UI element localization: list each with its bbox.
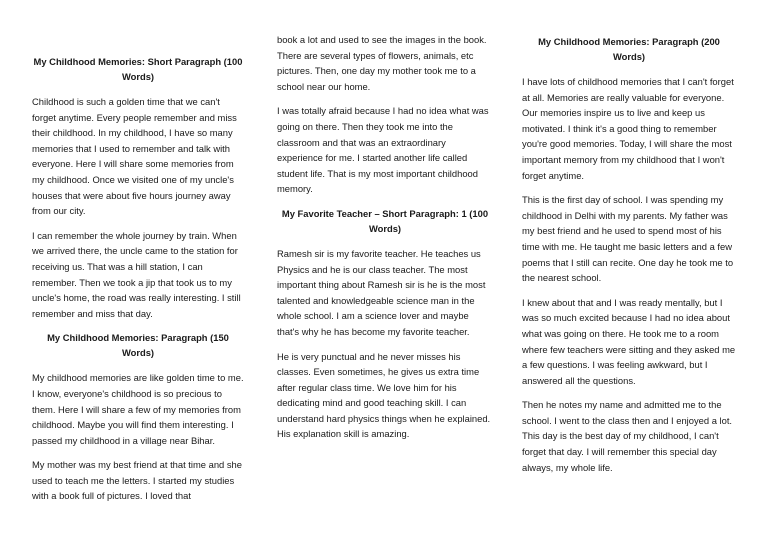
section-heading: My Childhood Memories: Paragraph (200 Words): [538, 36, 720, 62]
paragraph: book a lot and used to see the images in the book. There are several types of flowers, animals, etc pictures. Then, one day my mother took me to a school near our home.: [277, 34, 487, 92]
column-middle: [277, 32, 493, 451]
section-heading: My Favorite Teacher – Short Paragraph: 1 (100 Words): [281, 207, 489, 234]
paragraph: This is the first day of school. I was spending my childhood in Delhi with my parents. My father was my best friend and he used to spend most of his time with me. He taught me basic letters and a few poems that I still can recite. One day he took me to the nearest school.: [522, 194, 734, 284]
paragraph: I have lots of childhood memories that I can't forget at all. Memories are really valuable for everyone. Our memories inspire us to live and keep us motivated. I think it's a good thing to remember you're good memories. Today, I will share the most important memory from my childhood that I won't forget anytime.: [522, 76, 734, 181]
paragraph: My childhood memories are like golden time to me. I know, everyone's childhood is so precious to them. Here I will share a few of my memories from childhood. Maybe you will find them interesting. I passed my childhood in a village near Bihar.: [32, 372, 244, 446]
paragraph: Childhood is such a golden time that we can't forget anytime. Every people remember and miss their childhood. In my childhood, I have so many memories that I used to remember and talk with everyone. Here I will share some memories from my childhood. Once we visited one of my uncle's houses that were about five hours journey away from our city.: [32, 96, 237, 217]
paragraph: Then he notes my name and admitted me to the school. I went to the class then and I enjoyed a lot. This day is the best day of my childhood, I can't forget that day. I will remember this special day always, my whole life.: [522, 399, 733, 473]
paragraph: He is very punctual and he never misses his classes. Even sometimes, he gives us extra time after regular class time. We love him for his dedicating mind and good teaching skill. I can understand hard physics things when he explained. His explanation skill is amazing.: [277, 350, 491, 440]
section-heading: My Childhood Memories: Paragraph (150 Words): [47, 332, 229, 359]
section-heading: My Childhood Memories: Short Paragraph (100 Words): [33, 56, 243, 82]
paragraph: My mother was my best friend at that time and she used to teach me the letters. I started my studies with a book full of pictures. I loved that: [32, 459, 242, 502]
paragraph: I was totally afraid because I had no idea what was going on there. Then they took me into the classroom and that was an extraordinary experience for me. I started another life called student life. That is my most important childhood memory.: [277, 105, 489, 195]
paragraph: I can remember the whole journey by train. When we arrived there, the uncle came to the station for receiving us. That was a hill station, I can remember. Then we took a jip that took us to my uncle's home, the road was really interesting. I still remember and miss that day.: [32, 229, 241, 319]
column-left: [32, 54, 244, 513]
column-right: [522, 34, 736, 484]
paragraph: Ramesh sir is my favorite teacher. He teaches us Physics and he is our class teacher. The most important thing about Ramesh sir is he is the most talented and knowledgeable science man in the whole school. I am a science lover and maybe that's why he has become my favorite teacher.: [277, 247, 486, 337]
paragraph: I knew about that and I was ready mentally, but I was so much excited because I had no idea about what was going on there. He took me to a room where few teachers were sitting and they asked me a few questions. I was feeling awkward, but I answered all the questions.: [522, 296, 736, 386]
